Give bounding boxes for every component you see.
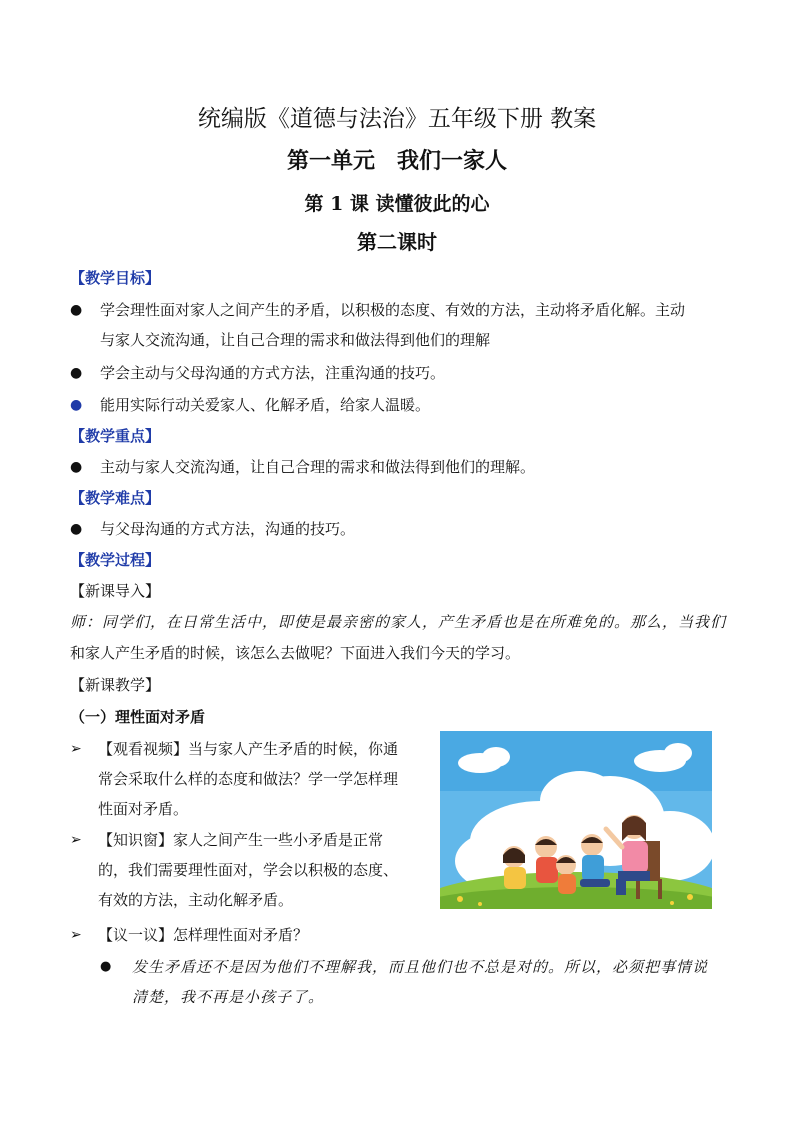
goal-item-1-line-2: 与家人交流沟通，让自己合理的需求和做法得到他们的理解 (100, 331, 491, 349)
difficulty-heading: 【教学难点】 (70, 489, 161, 507)
lesson-heading: 第 1 课 读懂彼此的心 (304, 193, 490, 215)
goal-item-3: 能用实际行动关爱家人、化解矛盾，给家人温暖。 (100, 396, 431, 414)
knowledge-line-2: 的，我们需要理性面对，学会以积极的态度、 (98, 861, 399, 879)
arrow-icon: ➢ (70, 741, 82, 757)
teach-heading: 【新课教学】 (70, 676, 161, 694)
family-talk-illustration (440, 731, 712, 909)
part1-heading: （一）理性面对矛盾 (70, 708, 206, 726)
bullet-icon: ● (70, 459, 83, 475)
knowledge-line-3: 有效的方法，主动化解矛盾。 (98, 891, 294, 909)
focus-item: 主动与家人交流沟通，让自己合理的需求和做法得到他们的理解。 (100, 458, 536, 476)
goal-item-1-line-1: 学会理性面对家人之间产生的矛盾，以积极的态度、有效的方法，主动将矛盾化解。主动 (100, 301, 686, 319)
intro-heading: 【新课导入】 (70, 582, 161, 600)
unit-name: 第一单元 (286, 149, 375, 174)
intro-line-2: 和家人产生矛盾的时候，该怎么去做呢？下面进入我们今天的学习。 (70, 644, 521, 662)
focus-heading: 【教学重点】 (70, 427, 161, 445)
bullet-icon: ● (70, 521, 83, 537)
difficulty-item: 与父母沟通的方式方法，沟通的技巧。 (100, 520, 356, 538)
goals-heading: 【教学目标】 (70, 269, 161, 287)
bullet-icon: ● (70, 397, 83, 413)
unit-theme: 我们一家人 (397, 149, 508, 174)
discuss-line: 【议一议】怎样理性面对矛盾？ (98, 926, 309, 944)
answer-line-1: 发生矛盾还不是因为他们不理解我，而且他们也不总是对的。所以，必须把事情说 (132, 958, 709, 976)
bullet-icon: ● (70, 302, 83, 318)
unit-heading (0, 147, 794, 177)
knowledge-line-1: 【知识窗】家人之间产生一些小矛盾是正常 (98, 831, 384, 849)
document-title: 统编版《道德与法治》五年级下册 教案 (197, 106, 597, 132)
arrow-icon: ➢ (70, 832, 82, 848)
bullet-icon: ● (70, 365, 83, 381)
intro-line-1: 师：同学们，在日常生活中，即使是最亲密的家人，产生矛盾也是在所难免的。那么，当我们 (70, 613, 727, 631)
answer-line-2: 清楚，我不再是小孩子了。 (132, 988, 325, 1006)
video-line-1: 【观看视频】当与家人产生矛盾的时候，你通 (98, 740, 399, 758)
period-heading: 第二课时 (357, 230, 437, 254)
video-line-2: 常会采取什么样的态度和做法？学一学怎样理 (98, 770, 399, 788)
process-heading: 【教学过程】 (70, 551, 161, 569)
goal-item-2: 学会主动与父母沟通的方式方法，注重沟通的技巧。 (100, 364, 446, 382)
video-line-3: 性面对矛盾。 (98, 800, 189, 818)
bullet-icon: ● (100, 959, 112, 974)
arrow-icon: ➢ (70, 927, 82, 943)
